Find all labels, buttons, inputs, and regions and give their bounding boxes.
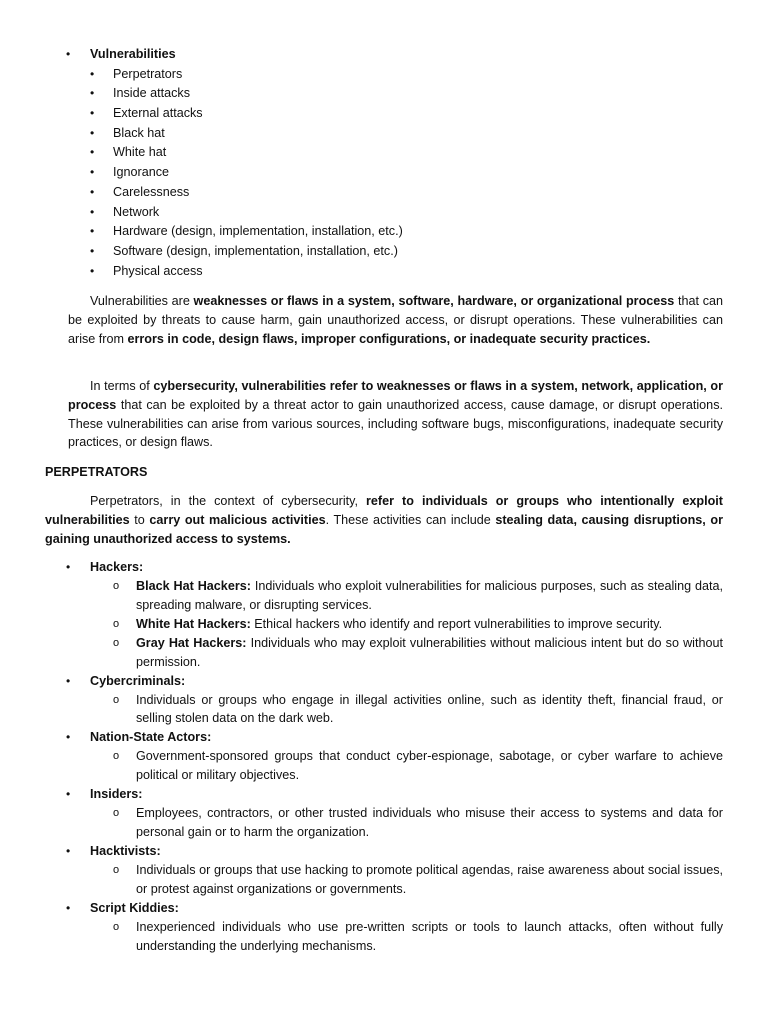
list-item-label: White hat <box>113 145 167 160</box>
vulnerabilities-definition-paragraph <box>68 292 723 348</box>
sublist-item <box>0 577 723 615</box>
list-item <box>0 104 768 124</box>
category-hackers <box>0 558 768 672</box>
list-item <box>0 143 768 163</box>
paragraph-emphasis: carry out malicious activities <box>149 512 326 527</box>
category-header <box>0 899 768 918</box>
circle-bullet-icon: o <box>113 807 120 820</box>
circle-bullet-icon: o <box>113 863 120 876</box>
paragraph-text: Perpetrators, in the context of cybersecurity, <box>90 494 367 508</box>
list-item-label: External attacks <box>113 106 203 121</box>
circle-bullet-icon: o <box>113 750 120 763</box>
paragraph-emphasis: cybersecurity, vulnerabilities refer to weaknesses or flaws in a system, network, application, or process <box>68 379 723 412</box>
paragraph-text: that can be exploited by a threat actor to gain unauthorized access, cause damage, or disrupt operations. These vulnerabilities can arise from various sources, including software bugs, misconfigurations, inadequate security practices, or design flaws. <box>68 397 723 450</box>
category-header <box>0 728 768 747</box>
vulnerabilities-list <box>0 45 768 281</box>
circle-bullet-icon: o <box>113 617 120 630</box>
sublist-item <box>0 615 723 634</box>
paragraph-emphasis: errors in code, design flaws, improper configurations, or inadequate security practices. <box>127 331 651 346</box>
category-label: Insiders: <box>90 787 143 802</box>
category-header <box>0 672 768 691</box>
category-sublist <box>0 691 768 729</box>
list-item <box>0 183 768 203</box>
bullet-icon: • <box>66 673 71 688</box>
paragraph-text: to <box>129 512 150 527</box>
paragraph-emphasis: weaknesses or flaws in a system, software, hardware, or organizational process <box>193 294 675 308</box>
bullet-icon: • <box>90 184 95 199</box>
list-item-label: Software (design, implementation, installation, etc.) <box>113 243 398 258</box>
category-sublist <box>0 804 768 842</box>
sublist-text: Individuals who may exploit vulnerabilities without malicious intent but do so without permission. <box>136 635 723 669</box>
section-heading-perpetrators: PERPETRATORS <box>45 465 148 479</box>
sublist-item <box>0 918 723 956</box>
category-cybercriminals <box>0 672 768 729</box>
sublist-item <box>0 747 723 785</box>
category-label: Nation-State Actors: <box>90 730 212 745</box>
bullet-icon: • <box>90 86 95 101</box>
sublist-item <box>0 691 723 729</box>
paragraph-text: . These activities can include <box>325 512 496 527</box>
list-item <box>0 242 768 262</box>
sublist-term: White Hat Hackers: <box>136 616 251 631</box>
paragraph-emphasis: stealing data, causing disruptions, or gaining unauthorized access to systems. <box>45 512 723 546</box>
list-item-label: Perpetrators <box>113 66 183 81</box>
perpetrator-categories-list <box>0 558 768 956</box>
sublist-text: Individuals or groups that use hacking to promote political agendas, raise awareness about social issues, or protest against organizations or governments. <box>136 862 723 896</box>
bullet-icon: • <box>66 900 71 915</box>
sublist-text: Government-sponsored groups that conduct cyber-espionage, sabotage, or cyber warfare to achieve political or military objectives. <box>136 749 723 783</box>
list-item-label: Inside attacks <box>113 86 191 101</box>
category-sublist <box>0 577 768 672</box>
bullet-icon: • <box>90 66 95 81</box>
sublist-text: Ethical hackers who identify and report vulnerabilities to improve security. <box>250 616 663 631</box>
bullet-icon: • <box>66 787 71 802</box>
list-item-label: Carelessness <box>113 184 190 199</box>
paragraph-text: that can be exploited by threats to cause harm, gain unauthorized access, or disrupt operations. These vulnerabilities can arise from <box>68 294 724 346</box>
bullet-icon: • <box>90 204 95 219</box>
list-item <box>0 163 768 183</box>
sublist-text: Individuals or groups who engage in illegal activities online, such as identity theft, financial fraud, or selling stolen data on the dark web. <box>136 692 723 726</box>
list-item <box>0 124 768 144</box>
circle-bullet-icon: o <box>113 920 120 933</box>
list-item <box>0 84 768 104</box>
sublist-term: Black Hat Hackers: <box>136 579 251 593</box>
bullet-icon: • <box>90 263 95 278</box>
circle-bullet-icon: o <box>113 580 120 592</box>
sublist-term: Gray Hat Hackers: <box>136 635 247 650</box>
sublist-text: Individuals who exploit vulnerabilities for malicious purposes, such as stealing data, spreading malware, or disrupting services. <box>136 579 723 612</box>
sublist-item <box>0 861 723 899</box>
paragraph-text: In terms of <box>90 379 154 393</box>
list-item-label: Ignorance <box>113 165 170 180</box>
sublist-text: Employees, contractors, or other trusted individuals who misuse their access to systems and data for personal gain or to harm the organization. <box>136 806 723 840</box>
category-label: Hackers: <box>90 560 144 574</box>
category-nation-state-actors <box>0 728 768 785</box>
bullet-icon: • <box>90 224 95 239</box>
category-header <box>0 842 768 861</box>
category-sublist <box>0 918 768 956</box>
bullet-icon: • <box>90 165 95 180</box>
list-heading: Vulnerabilities <box>90 47 176 61</box>
list-item <box>0 203 768 223</box>
paragraph-emphasis: refer to individuals or groups who intentionally exploit vulnerabilities <box>45 494 723 527</box>
list-item <box>0 262 768 282</box>
category-header <box>0 558 768 577</box>
category-label: Cybercriminals: <box>90 673 186 688</box>
list-item-label: Hardware (design, implementation, installation, etc.) <box>113 224 403 239</box>
perpetrators-definition-paragraph <box>45 492 723 548</box>
list-item <box>0 65 768 85</box>
category-sublist <box>0 747 768 785</box>
circle-bullet-icon: o <box>113 636 120 649</box>
category-label: Script Kiddies: <box>90 900 179 915</box>
category-hacktivists <box>0 842 768 899</box>
sublist-item <box>0 634 723 672</box>
bullet-icon: • <box>90 243 95 258</box>
bullet-icon: • <box>66 560 71 574</box>
circle-bullet-icon: o <box>113 693 120 706</box>
list-item-label: Black hat <box>113 125 165 140</box>
category-header <box>0 785 768 804</box>
bullet-icon: • <box>66 47 71 61</box>
sublist-text: Inexperienced individuals who use pre-written scripts or tools to launch attacks, often without fully understanding the underlying mechanisms. <box>136 919 723 953</box>
list-item-label: Physical access <box>113 263 203 278</box>
list-item-label: Network <box>113 204 160 219</box>
bullet-icon: • <box>66 730 71 745</box>
category-script-kiddies <box>0 899 768 956</box>
sublist-item <box>0 804 723 842</box>
list-item-vulnerabilities <box>0 45 768 65</box>
category-sublist <box>0 861 768 899</box>
category-label: Hacktivists: <box>90 843 161 858</box>
bullet-icon: • <box>90 125 95 140</box>
bullet-icon: • <box>90 106 95 121</box>
paragraph-text: Vulnerabilities are <box>90 294 194 308</box>
bullet-icon: • <box>90 145 95 160</box>
cybersecurity-vulnerabilities-paragraph <box>68 377 723 452</box>
bullet-icon: • <box>66 843 71 858</box>
list-item <box>0 222 768 242</box>
category-insiders <box>0 785 768 842</box>
